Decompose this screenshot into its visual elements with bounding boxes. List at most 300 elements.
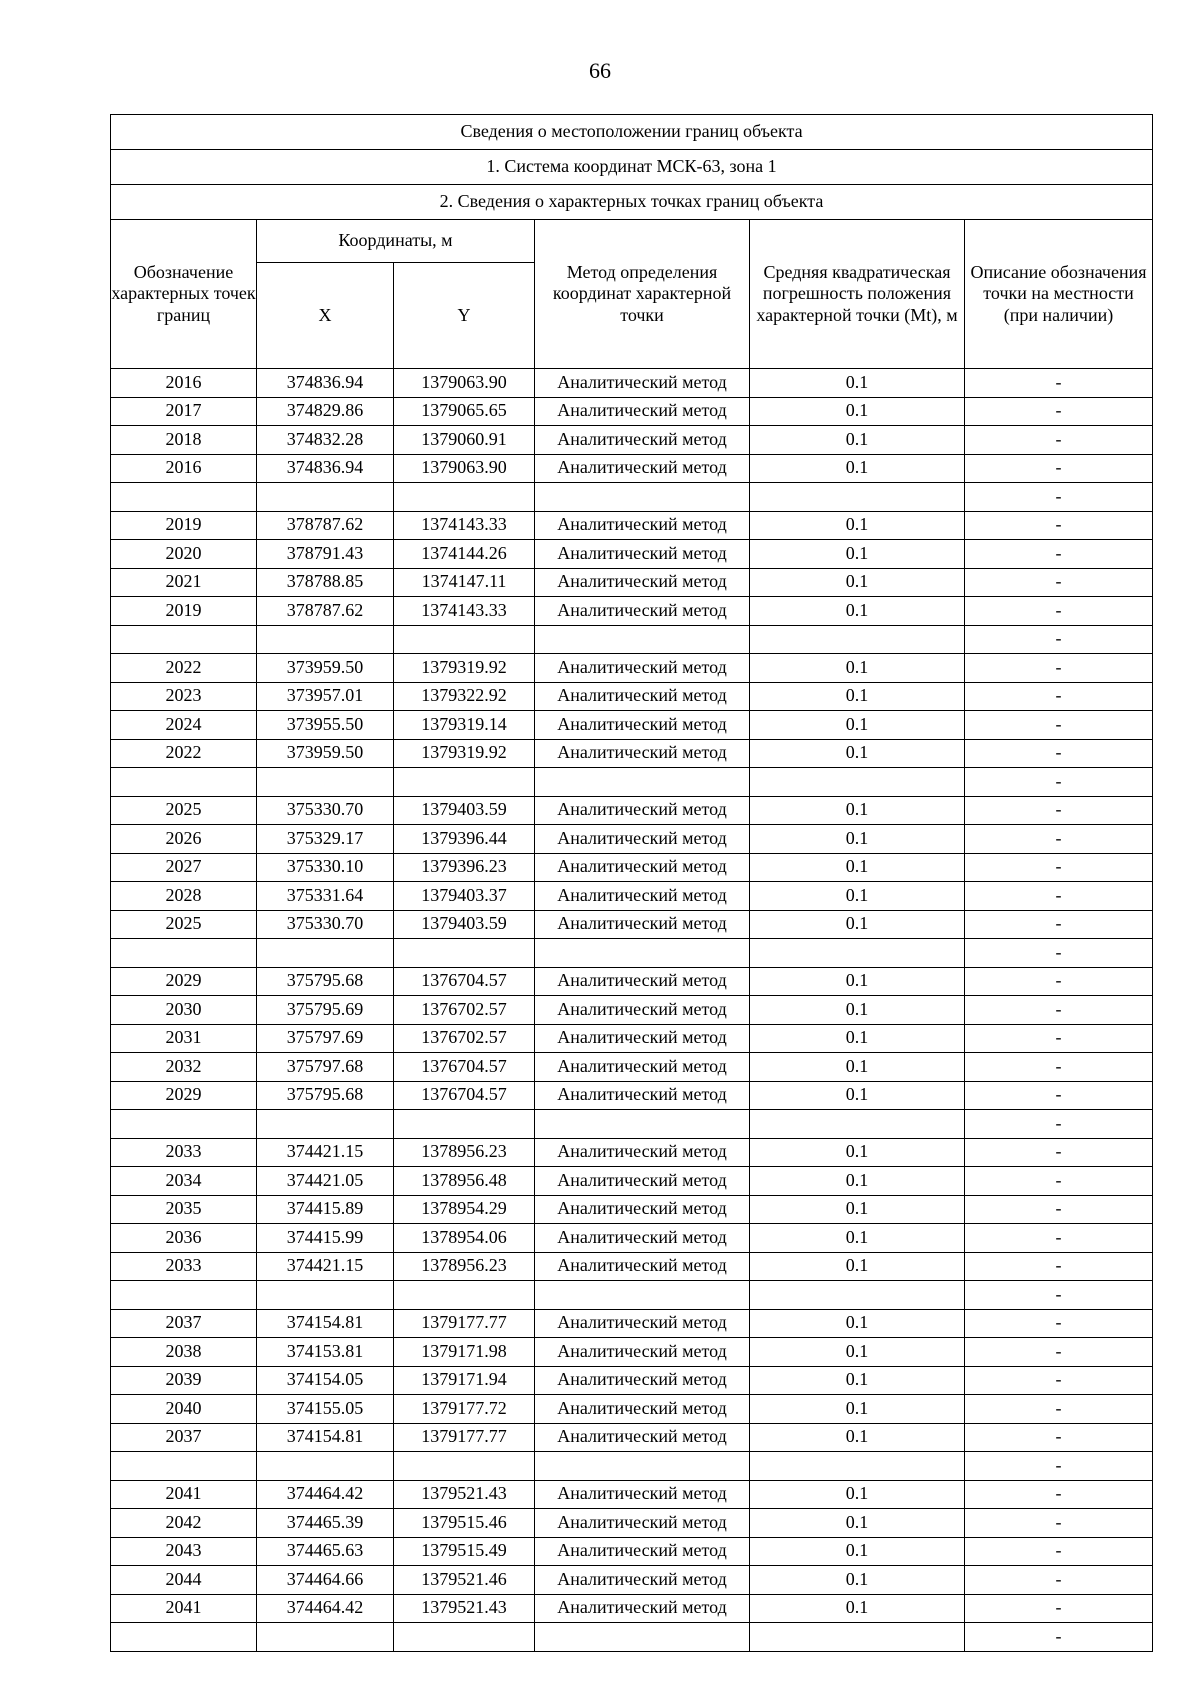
error-cell: 0.1 bbox=[750, 1537, 965, 1566]
method-cell bbox=[535, 1452, 750, 1481]
method-cell: Аналитический метод bbox=[535, 397, 750, 426]
y-cell: 1379065.65 bbox=[394, 397, 535, 426]
y-cell: 1374143.33 bbox=[394, 597, 535, 626]
coordinate-system-title: 1. Система координат МСК-63, зона 1 bbox=[111, 150, 1153, 185]
y-cell: 1376702.57 bbox=[394, 996, 535, 1025]
method-cell: Аналитический метод bbox=[535, 426, 750, 455]
method-cell: Аналитический метод bbox=[535, 1081, 750, 1110]
description-cell: - bbox=[965, 853, 1153, 882]
point-cell: 2043 bbox=[111, 1537, 257, 1566]
description-cell: - bbox=[965, 1594, 1153, 1623]
table-row bbox=[111, 882, 1153, 911]
point-cell bbox=[111, 1452, 257, 1481]
x-cell: 375330.70 bbox=[257, 910, 394, 939]
method-cell: Аналитический метод bbox=[535, 1167, 750, 1196]
description-cell: - bbox=[965, 1309, 1153, 1338]
header-point: Обозначение характерных точек границ bbox=[111, 220, 257, 369]
method-cell: Аналитический метод bbox=[535, 1395, 750, 1424]
y-cell: 1379521.43 bbox=[394, 1480, 535, 1509]
y-cell: 1379396.44 bbox=[394, 825, 535, 854]
table-row bbox=[111, 568, 1153, 597]
point-cell: 2025 bbox=[111, 796, 257, 825]
method-cell: Аналитический метод bbox=[535, 682, 750, 711]
description-cell: - bbox=[965, 454, 1153, 483]
error-cell: 0.1 bbox=[750, 369, 965, 398]
error-cell: 0.1 bbox=[750, 1138, 965, 1167]
method-cell: Аналитический метод bbox=[535, 1366, 750, 1395]
point-cell: 2024 bbox=[111, 711, 257, 740]
method-cell: Аналитический метод bbox=[535, 654, 750, 683]
x-cell: 375330.10 bbox=[257, 853, 394, 882]
error-cell: 0.1 bbox=[750, 1224, 965, 1253]
error-cell: 0.1 bbox=[750, 1167, 965, 1196]
error-cell: 0.1 bbox=[750, 825, 965, 854]
description-cell: - bbox=[965, 568, 1153, 597]
x-cell bbox=[257, 625, 394, 654]
x-cell: 374421.15 bbox=[257, 1138, 394, 1167]
description-cell: - bbox=[965, 597, 1153, 626]
description-cell: - bbox=[965, 397, 1153, 426]
error-cell: 0.1 bbox=[750, 1594, 965, 1623]
table-row bbox=[111, 369, 1153, 398]
header-y: Y bbox=[394, 263, 535, 369]
method-cell: Аналитический метод bbox=[535, 1423, 750, 1452]
method-cell: Аналитический метод bbox=[535, 1138, 750, 1167]
error-cell bbox=[750, 625, 965, 654]
method-cell: Аналитический метод bbox=[535, 996, 750, 1025]
description-cell: - bbox=[965, 369, 1153, 398]
point-cell: 2019 bbox=[111, 511, 257, 540]
point-cell: 2020 bbox=[111, 540, 257, 569]
boundary-points-table bbox=[110, 114, 1153, 1652]
method-cell: Аналитический метод bbox=[535, 796, 750, 825]
error-cell: 0.1 bbox=[750, 1366, 965, 1395]
title-row-main bbox=[111, 115, 1153, 150]
description-cell: - bbox=[965, 996, 1153, 1025]
description-cell: - bbox=[965, 511, 1153, 540]
point-cell: 2019 bbox=[111, 597, 257, 626]
table-row bbox=[111, 910, 1153, 939]
x-cell: 374464.66 bbox=[257, 1566, 394, 1595]
point-cell: 2035 bbox=[111, 1195, 257, 1224]
x-cell: 378791.43 bbox=[257, 540, 394, 569]
method-cell bbox=[535, 483, 750, 512]
table-row bbox=[111, 711, 1153, 740]
y-cell: 1379319.14 bbox=[394, 711, 535, 740]
description-cell: - bbox=[965, 1366, 1153, 1395]
title-row-section bbox=[111, 185, 1153, 220]
point-cell: 2040 bbox=[111, 1395, 257, 1424]
method-cell: Аналитический метод bbox=[535, 1224, 750, 1253]
x-cell bbox=[257, 1281, 394, 1310]
point-cell bbox=[111, 1623, 257, 1652]
table-row bbox=[111, 1167, 1153, 1196]
method-cell: Аналитический метод bbox=[535, 711, 750, 740]
y-cell bbox=[394, 1281, 535, 1310]
description-cell: - bbox=[965, 682, 1153, 711]
table-row bbox=[111, 1594, 1153, 1623]
method-cell bbox=[535, 1110, 750, 1139]
error-cell: 0.1 bbox=[750, 568, 965, 597]
point-cell bbox=[111, 483, 257, 512]
y-cell: 1379521.46 bbox=[394, 1566, 535, 1595]
table-row bbox=[111, 597, 1153, 626]
method-cell: Аналитический метод bbox=[535, 1594, 750, 1623]
table-row bbox=[111, 996, 1153, 1025]
x-cell: 374464.42 bbox=[257, 1594, 394, 1623]
point-cell bbox=[111, 768, 257, 797]
point-cell: 2031 bbox=[111, 1024, 257, 1053]
point-cell: 2027 bbox=[111, 853, 257, 882]
error-cell: 0.1 bbox=[750, 739, 965, 768]
header-error: Средняя квадратическая погрешность положения характерной точки (Mt), м bbox=[750, 220, 965, 369]
point-cell: 2032 bbox=[111, 1053, 257, 1082]
method-cell bbox=[535, 768, 750, 797]
error-cell bbox=[750, 1110, 965, 1139]
y-cell: 1379319.92 bbox=[394, 654, 535, 683]
error-cell: 0.1 bbox=[750, 597, 965, 626]
y-cell: 1379171.94 bbox=[394, 1366, 535, 1395]
y-cell bbox=[394, 1623, 535, 1652]
point-cell bbox=[111, 1281, 257, 1310]
y-cell: 1374144.26 bbox=[394, 540, 535, 569]
description-cell: - bbox=[965, 910, 1153, 939]
table-row bbox=[111, 1110, 1153, 1139]
column-header-row-top bbox=[111, 220, 1153, 263]
method-cell: Аналитический метод bbox=[535, 568, 750, 597]
x-cell: 374154.05 bbox=[257, 1366, 394, 1395]
table-row bbox=[111, 1224, 1153, 1253]
table-row bbox=[111, 483, 1153, 512]
x-cell bbox=[257, 1623, 394, 1652]
table-row bbox=[111, 739, 1153, 768]
error-cell: 0.1 bbox=[750, 1252, 965, 1281]
point-cell: 2036 bbox=[111, 1224, 257, 1253]
y-cell: 1379403.59 bbox=[394, 796, 535, 825]
y-cell: 1378954.29 bbox=[394, 1195, 535, 1224]
error-cell: 0.1 bbox=[750, 1423, 965, 1452]
error-cell: 0.1 bbox=[750, 511, 965, 540]
description-cell: - bbox=[965, 939, 1153, 968]
method-cell: Аналитический метод bbox=[535, 967, 750, 996]
method-cell: Аналитический метод bbox=[535, 825, 750, 854]
method-cell bbox=[535, 1281, 750, 1310]
point-cell: 2041 bbox=[111, 1594, 257, 1623]
x-cell: 374464.42 bbox=[257, 1480, 394, 1509]
y-cell: 1374147.11 bbox=[394, 568, 535, 597]
y-cell: 1376704.57 bbox=[394, 1053, 535, 1082]
x-cell: 375797.69 bbox=[257, 1024, 394, 1053]
point-cell: 2044 bbox=[111, 1566, 257, 1595]
table-row bbox=[111, 540, 1153, 569]
table-row bbox=[111, 625, 1153, 654]
table-row bbox=[111, 796, 1153, 825]
description-cell: - bbox=[965, 1110, 1153, 1139]
y-cell: 1379060.91 bbox=[394, 426, 535, 455]
error-cell: 0.1 bbox=[750, 1081, 965, 1110]
point-cell: 2018 bbox=[111, 426, 257, 455]
error-cell: 0.1 bbox=[750, 426, 965, 455]
header-description: Описание обозначения точки на местности (при наличии) bbox=[965, 220, 1153, 369]
error-cell: 0.1 bbox=[750, 397, 965, 426]
table-row bbox=[111, 1309, 1153, 1338]
error-cell: 0.1 bbox=[750, 1338, 965, 1367]
description-cell: - bbox=[965, 1252, 1153, 1281]
description-cell: - bbox=[965, 768, 1153, 797]
x-cell: 374154.81 bbox=[257, 1423, 394, 1452]
y-cell: 1379063.90 bbox=[394, 369, 535, 398]
y-cell bbox=[394, 625, 535, 654]
point-cell: 2042 bbox=[111, 1509, 257, 1538]
method-cell: Аналитический метод bbox=[535, 1024, 750, 1053]
table-row bbox=[111, 654, 1153, 683]
y-cell: 1379177.77 bbox=[394, 1423, 535, 1452]
table-row bbox=[111, 397, 1153, 426]
method-cell bbox=[535, 939, 750, 968]
method-cell: Аналитический метод bbox=[535, 1338, 750, 1367]
point-cell: 2026 bbox=[111, 825, 257, 854]
description-cell: - bbox=[965, 625, 1153, 654]
description-cell: - bbox=[965, 967, 1153, 996]
x-cell bbox=[257, 1452, 394, 1481]
table-row bbox=[111, 682, 1153, 711]
table-row bbox=[111, 967, 1153, 996]
x-cell: 374154.81 bbox=[257, 1309, 394, 1338]
y-cell bbox=[394, 768, 535, 797]
x-cell: 374832.28 bbox=[257, 426, 394, 455]
method-cell: Аналитический метод bbox=[535, 540, 750, 569]
table-row bbox=[111, 1138, 1153, 1167]
table-row bbox=[111, 1338, 1153, 1367]
error-cell: 0.1 bbox=[750, 1024, 965, 1053]
error-cell: 0.1 bbox=[750, 1509, 965, 1538]
x-cell: 374415.99 bbox=[257, 1224, 394, 1253]
method-cell: Аналитический метод bbox=[535, 1309, 750, 1338]
point-cell: 2041 bbox=[111, 1480, 257, 1509]
x-cell: 375330.70 bbox=[257, 796, 394, 825]
point-cell: 2030 bbox=[111, 996, 257, 1025]
x-cell: 373957.01 bbox=[257, 682, 394, 711]
table-title: Сведения о местоположении границ объекта bbox=[111, 115, 1153, 150]
x-cell: 375795.68 bbox=[257, 967, 394, 996]
error-cell bbox=[750, 1281, 965, 1310]
error-cell: 0.1 bbox=[750, 1195, 965, 1224]
y-cell: 1379403.37 bbox=[394, 882, 535, 911]
method-cell: Аналитический метод bbox=[535, 1537, 750, 1566]
y-cell: 1379171.98 bbox=[394, 1338, 535, 1367]
description-cell: - bbox=[965, 1623, 1153, 1652]
point-cell: 2038 bbox=[111, 1338, 257, 1367]
x-cell: 374155.05 bbox=[257, 1395, 394, 1424]
x-cell: 378787.62 bbox=[257, 511, 394, 540]
point-cell: 2016 bbox=[111, 369, 257, 398]
x-cell: 374836.94 bbox=[257, 454, 394, 483]
y-cell: 1376702.57 bbox=[394, 1024, 535, 1053]
point-cell bbox=[111, 939, 257, 968]
y-cell: 1378956.48 bbox=[394, 1167, 535, 1196]
description-cell: - bbox=[965, 825, 1153, 854]
y-cell: 1378956.23 bbox=[394, 1252, 535, 1281]
x-cell: 374829.86 bbox=[257, 397, 394, 426]
method-cell: Аналитический метод bbox=[535, 1195, 750, 1224]
error-cell: 0.1 bbox=[750, 1309, 965, 1338]
description-cell: - bbox=[965, 1081, 1153, 1110]
x-cell: 375797.68 bbox=[257, 1053, 394, 1082]
description-cell: - bbox=[965, 1224, 1153, 1253]
error-cell: 0.1 bbox=[750, 996, 965, 1025]
method-cell: Аналитический метод bbox=[535, 454, 750, 483]
description-cell: - bbox=[965, 1024, 1153, 1053]
point-cell: 2033 bbox=[111, 1252, 257, 1281]
table-body bbox=[111, 369, 1153, 1652]
error-cell: 0.1 bbox=[750, 910, 965, 939]
error-cell: 0.1 bbox=[750, 882, 965, 911]
y-cell: 1379319.92 bbox=[394, 739, 535, 768]
description-cell: - bbox=[965, 1480, 1153, 1509]
y-cell bbox=[394, 483, 535, 512]
table-row bbox=[111, 853, 1153, 882]
y-cell: 1379515.49 bbox=[394, 1537, 535, 1566]
method-cell: Аналитический метод bbox=[535, 597, 750, 626]
y-cell: 1379177.72 bbox=[394, 1395, 535, 1424]
table-row bbox=[111, 1252, 1153, 1281]
x-cell: 373959.50 bbox=[257, 654, 394, 683]
method-cell: Аналитический метод bbox=[535, 739, 750, 768]
y-cell: 1379403.59 bbox=[394, 910, 535, 939]
point-cell: 2021 bbox=[111, 568, 257, 597]
x-cell: 373955.50 bbox=[257, 711, 394, 740]
x-cell: 378787.62 bbox=[257, 597, 394, 626]
description-cell: - bbox=[965, 796, 1153, 825]
point-cell: 2037 bbox=[111, 1423, 257, 1452]
error-cell: 0.1 bbox=[750, 711, 965, 740]
description-cell: - bbox=[965, 540, 1153, 569]
point-cell: 2017 bbox=[111, 397, 257, 426]
point-cell: 2037 bbox=[111, 1309, 257, 1338]
point-cell: 2023 bbox=[111, 682, 257, 711]
point-cell: 2029 bbox=[111, 967, 257, 996]
method-cell: Аналитический метод bbox=[535, 511, 750, 540]
error-cell bbox=[750, 939, 965, 968]
error-cell: 0.1 bbox=[750, 1053, 965, 1082]
x-cell: 375331.64 bbox=[257, 882, 394, 911]
description-cell: - bbox=[965, 1566, 1153, 1595]
header-coordinates: Координаты, м bbox=[257, 220, 535, 263]
point-cell bbox=[111, 625, 257, 654]
method-cell: Аналитический метод bbox=[535, 369, 750, 398]
description-cell: - bbox=[965, 1537, 1153, 1566]
table-row bbox=[111, 1024, 1153, 1053]
x-cell bbox=[257, 1110, 394, 1139]
y-cell: 1379322.92 bbox=[394, 682, 535, 711]
table-row bbox=[111, 1366, 1153, 1395]
method-cell: Аналитический метод bbox=[535, 1053, 750, 1082]
method-cell: Аналитический метод bbox=[535, 910, 750, 939]
description-cell: - bbox=[965, 1167, 1153, 1196]
point-cell: 2034 bbox=[111, 1167, 257, 1196]
description-cell: - bbox=[965, 1053, 1153, 1082]
point-cell: 2028 bbox=[111, 882, 257, 911]
description-cell: - bbox=[965, 1452, 1153, 1481]
x-cell: 375795.68 bbox=[257, 1081, 394, 1110]
table-header bbox=[111, 115, 1153, 369]
description-cell: - bbox=[965, 1138, 1153, 1167]
x-cell: 374465.39 bbox=[257, 1509, 394, 1538]
x-cell bbox=[257, 768, 394, 797]
y-cell: 1376704.57 bbox=[394, 967, 535, 996]
error-cell bbox=[750, 1452, 965, 1481]
method-cell: Аналитический метод bbox=[535, 1480, 750, 1509]
table-row bbox=[111, 1195, 1153, 1224]
table-row bbox=[111, 1566, 1153, 1595]
section-title: 2. Сведения о характерных точках границ объекта bbox=[111, 185, 1153, 220]
y-cell: 1376704.57 bbox=[394, 1081, 535, 1110]
method-cell: Аналитический метод bbox=[535, 1252, 750, 1281]
point-cell: 2025 bbox=[111, 910, 257, 939]
x-cell: 374836.94 bbox=[257, 369, 394, 398]
description-cell: - bbox=[965, 1338, 1153, 1367]
table-row bbox=[111, 454, 1153, 483]
y-cell: 1374143.33 bbox=[394, 511, 535, 540]
table-row bbox=[111, 1623, 1153, 1652]
description-cell: - bbox=[965, 483, 1153, 512]
table-row bbox=[111, 1509, 1153, 1538]
table-row bbox=[111, 768, 1153, 797]
point-cell: 2039 bbox=[111, 1366, 257, 1395]
table-row bbox=[111, 1452, 1153, 1481]
description-cell: - bbox=[965, 1423, 1153, 1452]
y-cell: 1379177.77 bbox=[394, 1309, 535, 1338]
method-cell: Аналитический метод bbox=[535, 1509, 750, 1538]
error-cell: 0.1 bbox=[750, 654, 965, 683]
x-cell: 374421.15 bbox=[257, 1252, 394, 1281]
error-cell bbox=[750, 768, 965, 797]
error-cell bbox=[750, 1623, 965, 1652]
description-cell: - bbox=[965, 654, 1153, 683]
table-row bbox=[111, 1053, 1153, 1082]
point-cell: 2029 bbox=[111, 1081, 257, 1110]
table-row bbox=[111, 426, 1153, 455]
error-cell: 0.1 bbox=[750, 540, 965, 569]
error-cell: 0.1 bbox=[750, 967, 965, 996]
error-cell: 0.1 bbox=[750, 682, 965, 711]
x-cell bbox=[257, 483, 394, 512]
x-cell: 378788.85 bbox=[257, 568, 394, 597]
y-cell: 1379063.90 bbox=[394, 454, 535, 483]
table-row bbox=[111, 825, 1153, 854]
y-cell bbox=[394, 1110, 535, 1139]
description-cell: - bbox=[965, 1509, 1153, 1538]
y-cell: 1378954.06 bbox=[394, 1224, 535, 1253]
description-cell: - bbox=[965, 1195, 1153, 1224]
y-cell: 1379396.23 bbox=[394, 853, 535, 882]
error-cell bbox=[750, 483, 965, 512]
description-cell: - bbox=[965, 1281, 1153, 1310]
x-cell: 375795.69 bbox=[257, 996, 394, 1025]
table-row bbox=[111, 511, 1153, 540]
method-cell: Аналитический метод bbox=[535, 1566, 750, 1595]
header-x: X bbox=[257, 263, 394, 369]
error-cell: 0.1 bbox=[750, 853, 965, 882]
description-cell: - bbox=[965, 1395, 1153, 1424]
method-cell: Аналитический метод bbox=[535, 882, 750, 911]
point-cell: 2016 bbox=[111, 454, 257, 483]
table-row bbox=[111, 1081, 1153, 1110]
x-cell: 374153.81 bbox=[257, 1338, 394, 1367]
point-cell bbox=[111, 1110, 257, 1139]
error-cell: 0.1 bbox=[750, 454, 965, 483]
y-cell: 1378956.23 bbox=[394, 1138, 535, 1167]
